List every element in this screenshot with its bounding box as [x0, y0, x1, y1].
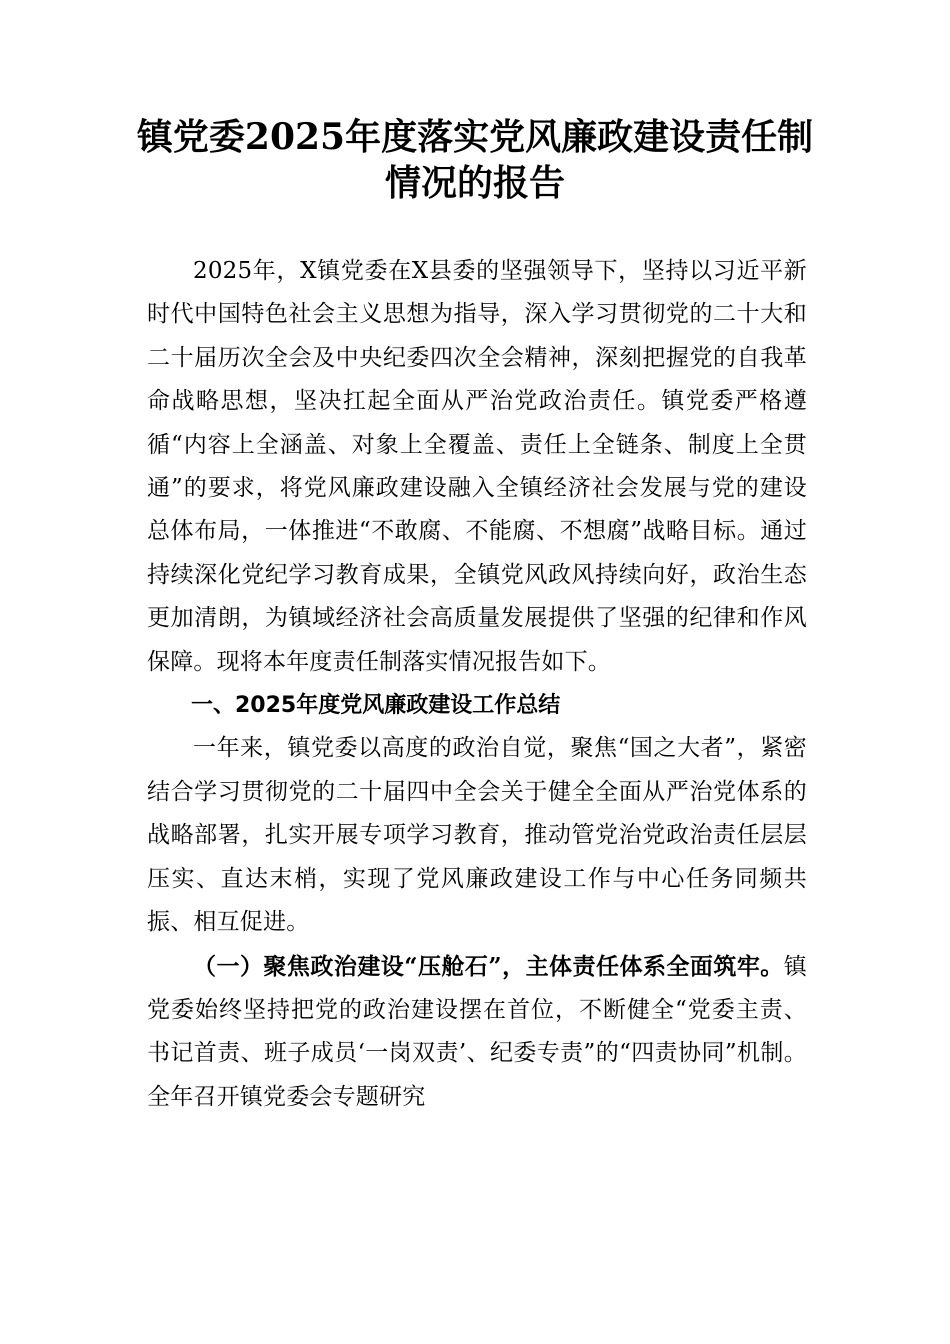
document-body	[147, 250, 807, 1119]
intro-paragraph: 2025年，X镇党委在X县委的坚强领导下，坚持以习近平新时代中国特色社会主义思想为指导，深入学习贯彻党的二十大和二十届历次全会及中央纪委四次全会精神，深刻把握党的自我革命战略思想，坚决扛起全面从严治党政治责任。镇党委严格遵循“内容上全涵盖、对象上全覆盖、责任上全链条、制度上全贯通”的要求，将党风廉政建设融入全镇经济社会发展与党的建设总体布局，一体推进“不敢腐、不能腐、不想腐”战略目标。通过持续深化党纪学习教育成果，全镇党风政风持续向好，政治生态更加清朗，为镇域经济社会高质量发展提供了坚强的纪律和作风保障。现将本年度责任制落实情况报告如下。	[147, 258, 807, 675]
document-title	[120, 114, 830, 206]
subsection-1-text: 镇党委始终坚持把党的政治建设摆在首位，不断健全“党委主责、书记首责、班子成员‘一岗双责’、纪委专责”的“四责协同”机制。全年召开镇党委会专题研究	[147, 953, 807, 1110]
title-line-1: 镇党委2025年度落实党风廉政建设责任制	[136, 116, 814, 158]
title-line-2: 情况的报告	[384, 162, 565, 204]
subsection-1-heading: （一）聚焦政治建设“压舱石”，主体责任体系全面筑牢。	[193, 952, 784, 980]
section-1-intro-paragraph: 一年来，镇党委以高度的政治自觉，聚焦“国之大者”，紧密结合学习贯彻党的二十届四中全会关于健全全面从严治党体系的战略部署，扎实开展专项学习教育，推动管党治党政治责任层层压实、直达末梢，实现了党风廉政建设工作与中心任务同频共振、相互促进。	[147, 735, 807, 936]
subsection-1-paragraph	[147, 945, 807, 1120]
section-heading-1: 一、2025年度党风廉政建设工作总结	[191, 693, 561, 719]
